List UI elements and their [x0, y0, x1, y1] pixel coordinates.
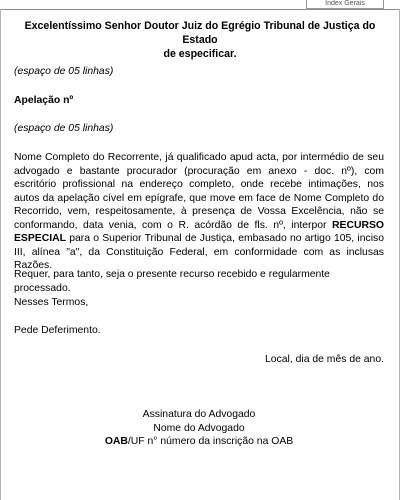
closing-line-2: Pede Deferimento.	[14, 325, 101, 336]
signature-oab-rest: /UF n° número da inscrição na OAB	[127, 436, 294, 447]
spacer-note-1: (espaço de 05 linhas)	[14, 66, 114, 77]
body-text-part-1: Nome Completo do Recorrente, já qualificado apud acta, por intermédio de seu advogado e bastante procurador (procuração em anexo - doc. nº), com escritório profissional na endereço completo, onde recebe intimações, nos autos da apelação cível em epígrafe, que move em face de Nome Completo do Recorrido, vem, respeitosamente, à presença de Vossa Excelência, não se conformando, data venia, com o R. acórdão de fls. nº, interpor	[14, 152, 384, 231]
left-frame-edge	[0, 9, 1, 500]
signature-block	[14, 408, 384, 449]
body-text-bold: RECURSO ESPECIAL	[14, 219, 384, 244]
window-tab[interactable]: Index Gerais	[306, 0, 384, 9]
header-line-1: Excelentíssimo Senhor Doutor Juiz do Egrégio Tribunal de Justiça do Estado	[24, 20, 376, 46]
body-paragraph	[14, 151, 384, 273]
section-title: Apelação nº	[14, 95, 74, 106]
signature-oab-bold: OAB	[104, 436, 128, 447]
closing-line-1: Nesses Termos,	[14, 297, 89, 308]
place-date: Local, dia de mês de ano.	[265, 354, 384, 365]
request-paragraph: Requer, para tanto, seja o presente recurso recebido e regularmente processado.	[14, 269, 330, 294]
body-text-part-2: para o Superior Tribunal de Justiça, embasado no artigo 105, inciso III, alínea "a", da Constituição Federal, em conformidade com as inclusas Razões.	[14, 233, 384, 271]
signature-oab-line	[14, 435, 384, 449]
header-line-2: de especificar.	[163, 48, 237, 60]
document-header	[14, 19, 386, 61]
signature-line-2: Nome do Advogado	[153, 422, 245, 434]
signature-line-1: Assinatura do Advogado	[142, 409, 256, 420]
spacer-note-2: (espaço de 05 linhas)	[14, 123, 114, 134]
